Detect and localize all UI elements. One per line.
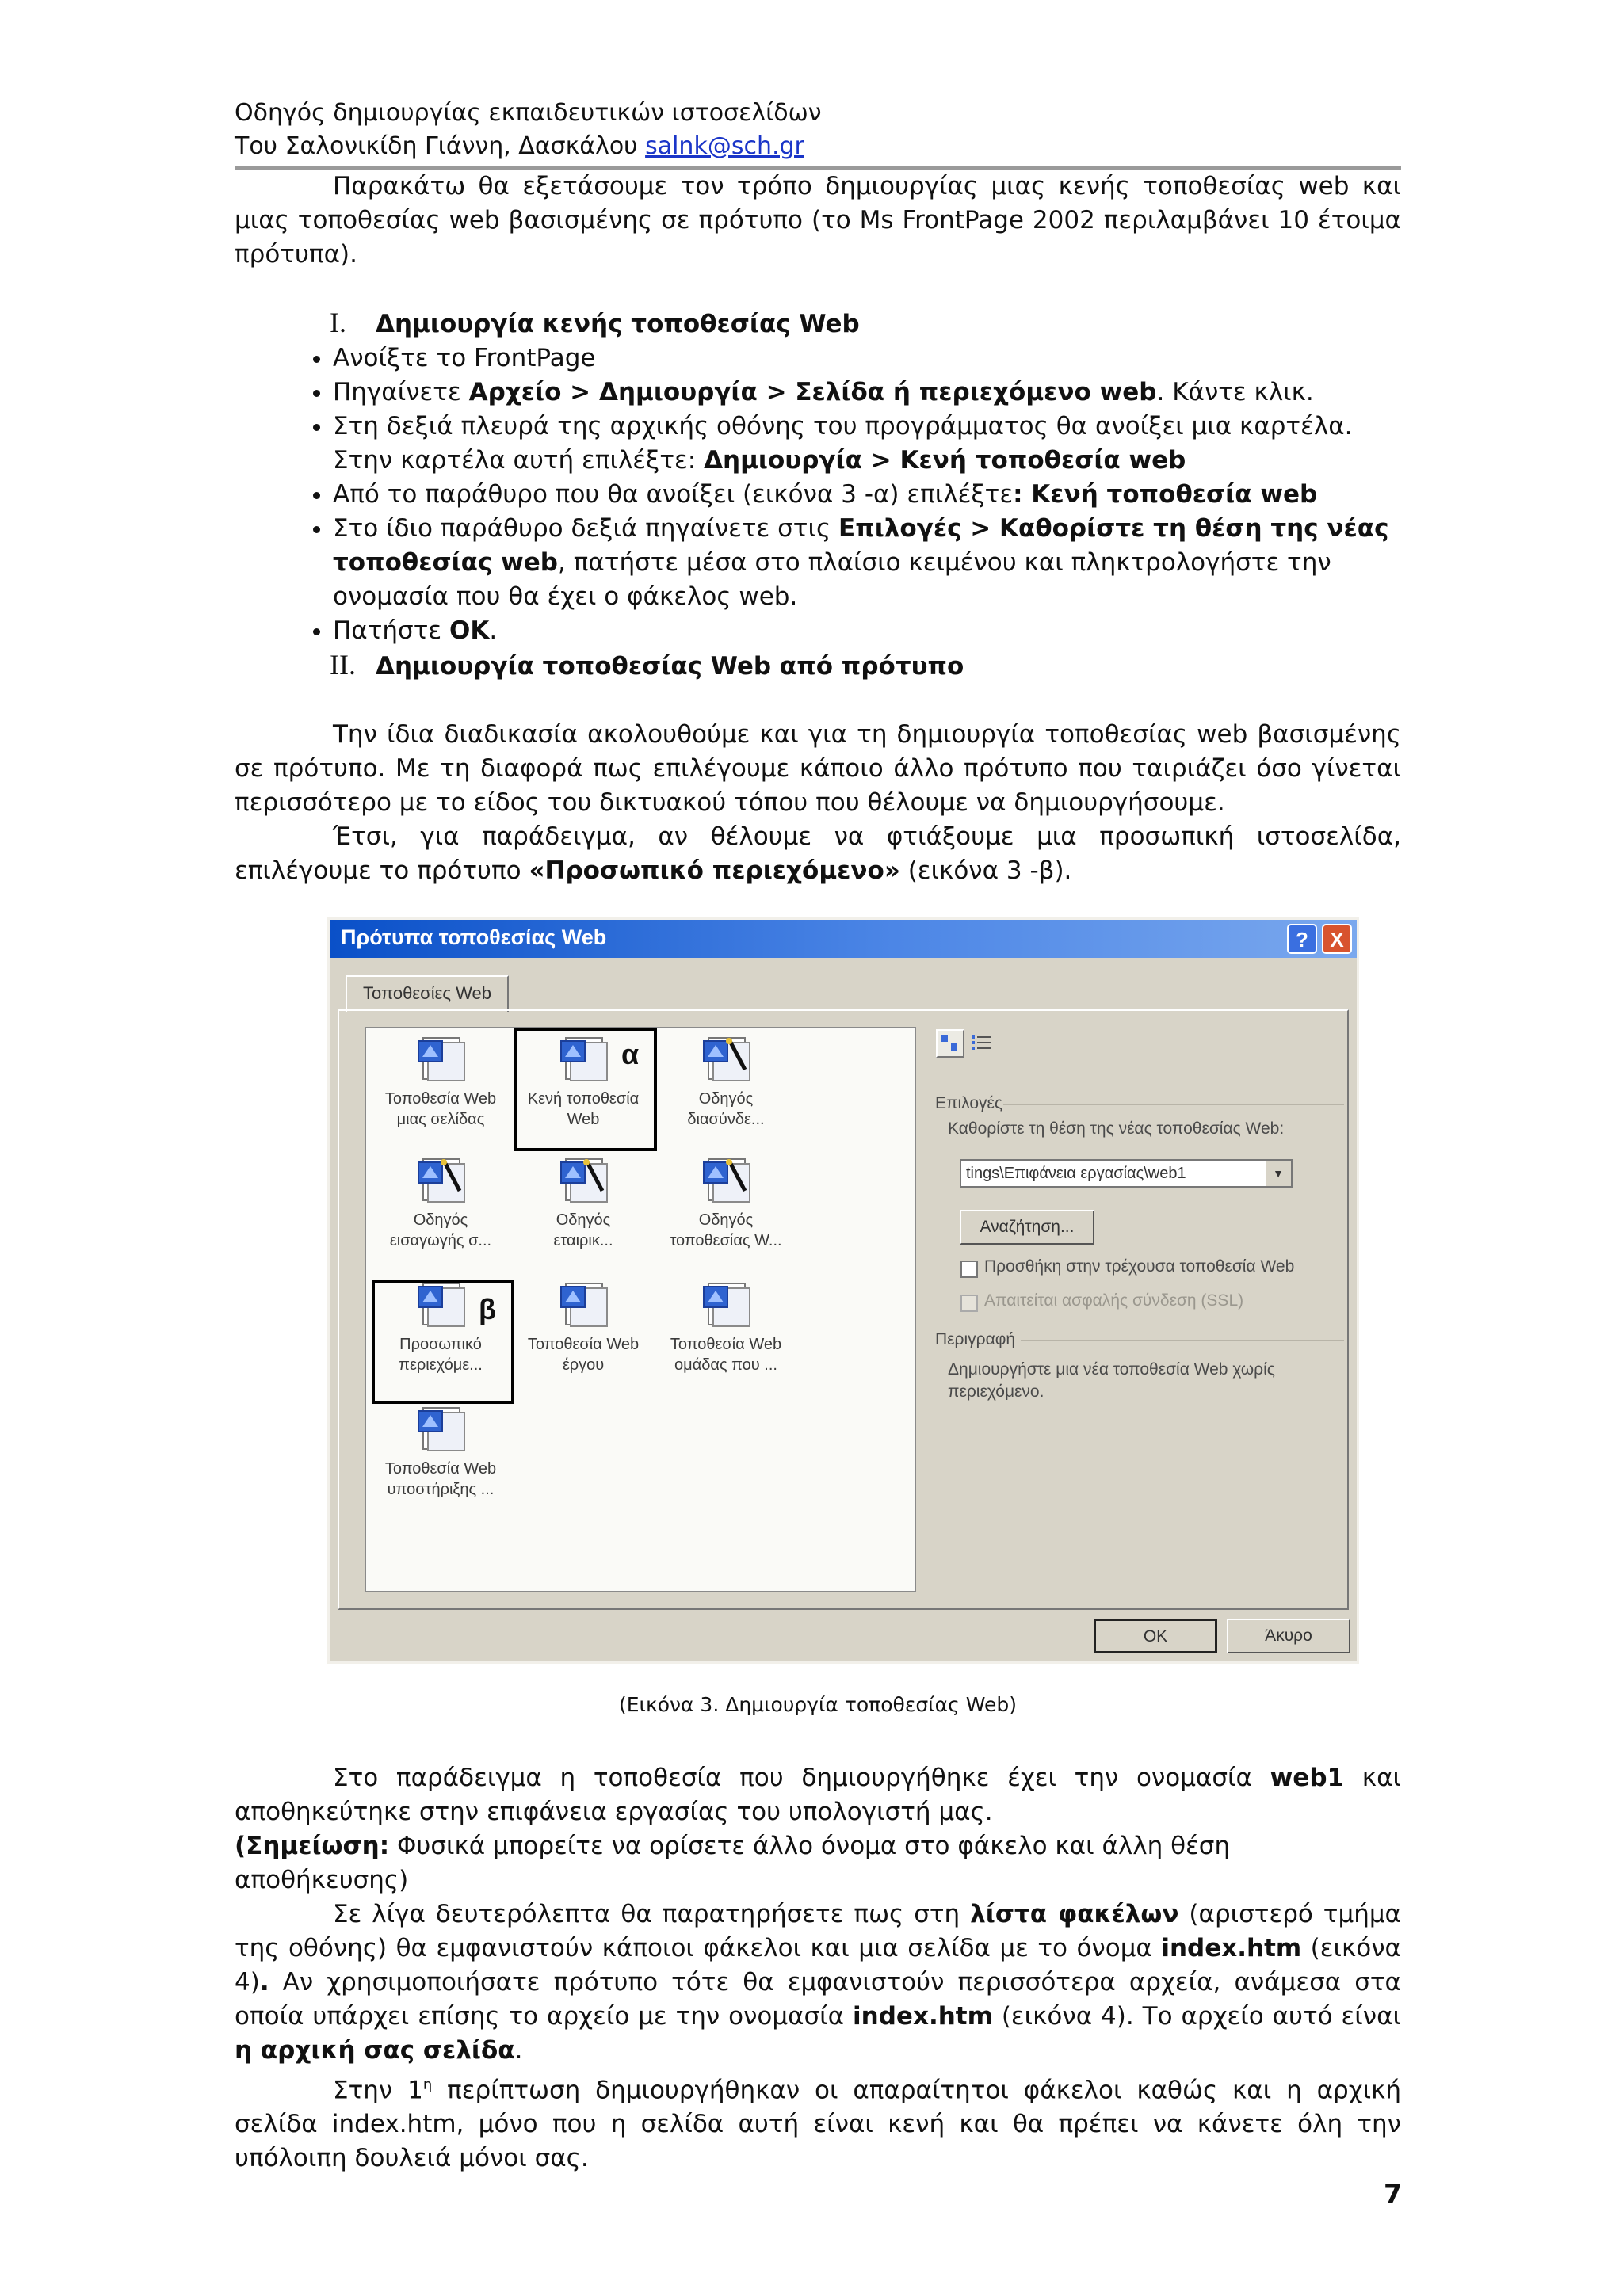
section-1-heading: I. Δημιουργία κενής τοποθεσίας Web	[330, 307, 860, 338]
list-item: • Στο ίδιο παράθυρο δεξιά πηγαίνετε στις Επιλογές > Καθορίστε τη θέση της νέας τοποθεσίας web, πατήστε μέσα στο πλαίσιο κειμένου και πληκτρολογήστε την ονομασία που θα έχει ο φάκελος web.	[333, 512, 1401, 614]
page-number: 7	[1384, 2179, 1402, 2210]
template-item[interactable]	[371, 1405, 510, 1500]
template-icon	[555, 1156, 612, 1205]
template-label: Προσωπικό	[399, 1336, 482, 1353]
template-icon	[412, 1156, 469, 1205]
template-label: περιεχόμε...	[399, 1356, 483, 1374]
template-item[interactable]	[514, 1280, 653, 1375]
document-body	[235, 170, 1401, 888]
list-item: • Ανοίξτε το FrontPage	[333, 341, 1401, 376]
template-icon	[412, 1405, 469, 1454]
browse-button[interactable]: Αναζήτηση...	[960, 1210, 1094, 1245]
template-label: Τοποθεσία Web	[527, 1336, 640, 1353]
template-icon	[697, 1280, 754, 1329]
template-icon	[412, 1035, 469, 1084]
template-item[interactable]	[371, 1156, 510, 1251]
location-input[interactable]: tings\Επιφάνεια εργασίας\web1 ▼	[960, 1159, 1293, 1188]
template-label: τοποθεσίας W...	[670, 1232, 782, 1249]
template-label: εισαγωγής σ...	[389, 1232, 492, 1249]
description-divider	[1021, 1340, 1344, 1341]
add-to-current-label: Προσθήκη στην τρέχουσα τοποθεσία Web	[984, 1257, 1295, 1276]
author-email-link[interactable]: salnk@sch.gr	[645, 132, 804, 160]
template-item[interactable]	[514, 1156, 653, 1251]
template-label: εταιρικ...	[553, 1232, 613, 1249]
description-label: Περιγραφή	[935, 1330, 1016, 1348]
template-label: Οδηγός	[698, 1090, 754, 1108]
template-label: διασύνδε...	[687, 1111, 765, 1128]
section-1-steps	[235, 341, 1401, 648]
folder-list-paragraph: Σε λίγα δευτερόλεπτα θα παρατηρήσετε πως στη λίστα φακέλων (αριστερό τμήμα της οθόνης) θα εμφανιστούν κάποιοι φάκελοι και μια σελίδα με το όνομα index.htm (εικόνα 4). Αν χρησιμοποιήσατε πρότυπο τότε θα εμφανιστούν περισσότερα αρχεία, ανάμεσα στα οποία υπάρχει επίσης το αρχείο με την ονομασία index.htm (εικόνα 4). Το αρχείο αυτό είναι η αρχική σας σελίδα.	[235, 1900, 1401, 2065]
template-label: Τοποθεσία Web	[670, 1336, 782, 1353]
page-header	[235, 97, 1401, 170]
dialog-titlebar	[330, 920, 1357, 958]
template-icon	[697, 1035, 754, 1084]
template-label: ομάδας που ...	[674, 1356, 777, 1374]
template-label: Τοποθεσία Web	[384, 1460, 497, 1478]
first-case-paragraph: Στην $1^\eta$ περίπτωση δημιουργήθηκαν οι απαραίτητοι φάκελοι καθώς και η αρχική σελίδα index.htm, μόνο που η σελίδα αυτή είναι κενή και θα πρέπει να κάνετε όλη την υπόλοιπη δουλειά μόνοι σας.	[235, 2076, 1402, 2173]
add-to-current-checkbox[interactable]	[960, 1261, 978, 1278]
template-label: έργου	[562, 1356, 605, 1374]
large-icons-view-icon[interactable]	[936, 1029, 964, 1058]
ssl-label: Απαιτείται ασφαλής σύνδεση (SSL)	[984, 1291, 1244, 1310]
details-view-icon[interactable]	[967, 1029, 995, 1058]
header-author: Του Σαλονικίδη Γιάννη, Δασκάλου salnk@sch.gr	[235, 132, 804, 160]
template-label: Τοποθεσία Web	[384, 1090, 497, 1108]
template-item[interactable]	[656, 1156, 796, 1251]
cancel-button[interactable]: Άκυρο	[1227, 1619, 1350, 1653]
selection-mark-a: α	[621, 1038, 640, 1070]
list-item: • Από το παράθυρο που θα ανοίξει (εικόνα 3 -α) επιλέξτε: Κενή τοποθεσία web	[333, 478, 1401, 512]
template-label: Web	[567, 1111, 600, 1128]
chevron-down-icon[interactable]: ▼	[1264, 1161, 1291, 1186]
ssl-checkbox[interactable]	[960, 1295, 978, 1312]
intro-paragraph: Παρακάτω θα εξετάσουμε τον τρόπο δημιουργίας μιας κενής τοποθεσίας web και μιας τοποθεσίας web βασισμένης σε πρότυπο (το Ms FrontPage 2002 περιλαμβάνει 10 έτοιμα πρότυπα).	[235, 172, 1401, 269]
figure-caption: (Εικόνα 3. Δημιουργία τοποθεσίας Web)	[618, 1693, 1017, 1716]
template-item[interactable]	[656, 1035, 796, 1130]
ok-button[interactable]: OK	[1094, 1619, 1217, 1653]
header-title: Οδηγός δημιουργίας εκπαιδευτικών ιστοσελίδων	[235, 99, 822, 127]
tab-web-sites[interactable]: Τοποθεσίες Web	[346, 975, 509, 1012]
template-label: υποστήριξης ...	[387, 1481, 495, 1498]
location-label: Καθορίστε τη θέση της νέας τοποθεσίας Web:	[948, 1119, 1285, 1138]
options-label: Επιλογές	[935, 1094, 1003, 1112]
section-2-heading: II. Δημιουργία τοποθεσίας Web από πρότυπο	[330, 649, 964, 681]
template-label: Οδηγός	[556, 1211, 611, 1229]
section-2-paragraph: Την ίδια διαδικασία ακολουθούμε και για τη δημιουργία τοποθεσίας web βασισμένης σε πρότυπο. Με τη διαφορά πως επιλέγουμε κάποιο άλλο πρότυπο που ταιριάζει όσο γίνεται περισσότερο με το είδος του δικτυακού τόπου που θέλουμε να δημιουργήσουμε.	[235, 720, 1401, 817]
template-label: Οδηγός	[413, 1211, 468, 1229]
description-line-1: Δημιουργήστε μια νέα τοποθεσία Web χωρίς	[948, 1360, 1275, 1379]
template-item[interactable]	[371, 1035, 510, 1130]
list-item: • Πατήστε OK.	[333, 614, 1401, 648]
template-label: μιας σελίδας	[396, 1111, 485, 1128]
template-icon	[697, 1156, 754, 1205]
options-divider	[1003, 1104, 1344, 1105]
section-2-example: Έτσι, για παράδειγμα, αν θέλουμε να φτιάξουμε μια προσωπική ιστοσελίδα, επιλέγουμε το πρότυπο «Προσωπικό περιεχόμενο» (εικόνα 3 -β).	[235, 822, 1401, 885]
note-paragraph: (Σημείωση: Φυσικά μπορείτε να ορίσετε άλλο όνομα στο φάκελο και άλλη θέση αποθήκευσης)	[235, 1832, 1231, 1894]
template-item[interactable]	[656, 1280, 796, 1375]
help-icon[interactable]: ?	[1287, 924, 1317, 954]
list-item: • Στη δεξιά πλευρά της αρχικής οθόνης του προγράμματος θα ανοίξει μια καρτέλα. Στην καρτέλα αυτή επιλέξτε: Δημιουργία > Κενή τοποθεσία web	[333, 410, 1401, 478]
description-line-2: περιεχόμενο.	[948, 1383, 1044, 1401]
dialog-title: Πρότυπα τοποθεσίας Web	[341, 925, 607, 949]
template-icon	[555, 1280, 612, 1329]
template-label: Κενή τοποθεσία	[527, 1090, 640, 1108]
template-label: Οδηγός	[698, 1211, 754, 1229]
selection-mark-b: β	[479, 1293, 496, 1325]
web-templates-dialog	[327, 917, 1359, 1664]
close-icon[interactable]: X	[1322, 924, 1352, 954]
result-paragraph: Στο παράδειγμα η τοποθεσία που δημιουργήθηκε έχει την ονομασία web1 και αποθηκεύτηκε στην επιφάνεια εργασίας του υπολογιστή μας.	[235, 1764, 1401, 1826]
after-figure-text	[235, 1761, 1401, 2176]
list-item: • Πηγαίνετε Αρχείο > Δημιουργία > Σελίδα ή περιεχόμενο web. Κάντε κλικ.	[333, 376, 1401, 410]
